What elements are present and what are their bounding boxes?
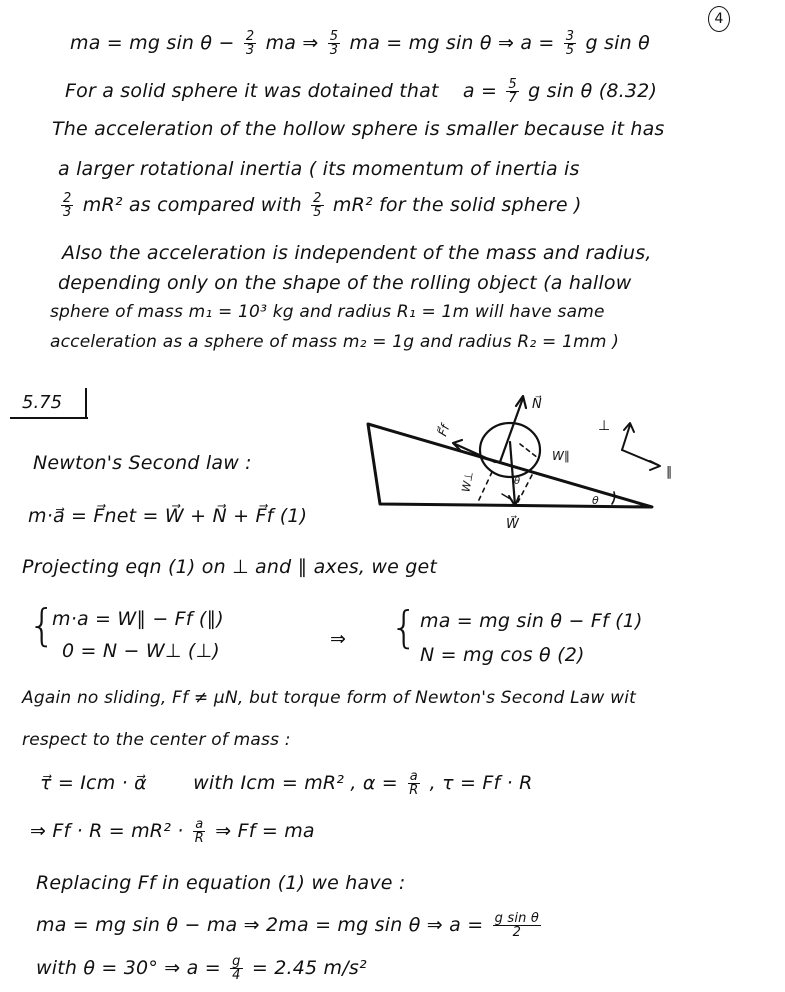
problem-number: 5.75 bbox=[22, 392, 63, 413]
frac-num: 2 bbox=[313, 191, 322, 206]
paragraph-line: respect to the center of mass : bbox=[22, 730, 291, 750]
eq-part: ma = mg sin θ − bbox=[70, 32, 235, 54]
label-W: W⃗ bbox=[506, 517, 519, 532]
implies-arrow: ⇒ bbox=[330, 628, 347, 650]
frac-den: 7 bbox=[508, 91, 517, 106]
divider bbox=[85, 388, 87, 418]
frac-num: g sin θ bbox=[494, 911, 540, 926]
fraction bbox=[61, 192, 73, 219]
label-theta-incline: θ bbox=[592, 494, 599, 507]
fraction bbox=[244, 30, 256, 57]
label-parallel-axis: ∥ bbox=[666, 465, 673, 480]
frac-den: 4 bbox=[232, 968, 241, 983]
fraction bbox=[230, 955, 242, 982]
frac-den: 3 bbox=[245, 43, 255, 58]
frac-den: 2 bbox=[512, 925, 522, 940]
eq-part: ma = mg sin θ − ma ⇒ 2ma = mg sin θ ⇒ a = bbox=[36, 914, 484, 936]
friction-equation bbox=[30, 818, 315, 845]
divider bbox=[10, 417, 88, 419]
label-theta-cone: θ bbox=[514, 476, 521, 487]
fraction bbox=[493, 912, 542, 939]
fraction bbox=[506, 78, 518, 105]
paragraph-line: Also the acceleration is independent of the mass and radius, bbox=[62, 242, 652, 264]
eq-part: = 2.45 m/s² bbox=[251, 957, 367, 979]
system-right-eq: N = mg cos θ (2) bbox=[420, 644, 585, 666]
frac-num: 2 bbox=[63, 191, 72, 206]
fraction bbox=[193, 818, 206, 845]
eq-part: g sin θ bbox=[585, 32, 650, 54]
frac-num: 5 bbox=[329, 29, 339, 44]
eq-part: with Icm = mR² , α = bbox=[193, 772, 398, 794]
left-brace: { bbox=[28, 600, 56, 651]
label-W-perp: W⊥ bbox=[459, 470, 476, 494]
paragraph-line: Again no sliding, Ff ≠ μN, but torque form of Newton's Second Law wit bbox=[22, 688, 637, 708]
text: mR² as compared with bbox=[82, 194, 302, 216]
eq-part: ma = mg sin θ ⇒ a = bbox=[349, 32, 555, 54]
equation-hollow-sphere bbox=[70, 30, 650, 57]
frac-num: a bbox=[195, 817, 204, 832]
system-right-eq: ma = mg sin θ − Ff (1) bbox=[420, 610, 643, 632]
paragraph-line: sphere of mass m₁ = 10³ kg and radius R₁ = 1m will have same bbox=[50, 302, 605, 322]
label-W-parallel: W∥ bbox=[552, 449, 570, 463]
label-Ff: F⃗f bbox=[435, 422, 453, 439]
text: mR² for the solid sphere ) bbox=[332, 194, 582, 216]
frac-num: 2 bbox=[245, 29, 255, 44]
frac-den: 3 bbox=[63, 205, 72, 220]
frac-den: 3 bbox=[329, 43, 339, 58]
paragraph-line bbox=[58, 192, 582, 219]
label-perp-axis: ⊥ bbox=[598, 418, 611, 434]
frac-den: R bbox=[194, 831, 204, 846]
frac-den: 5 bbox=[565, 43, 575, 58]
solid-sphere-line bbox=[65, 78, 657, 105]
eq-part: with θ = 30° ⇒ a = bbox=[36, 957, 221, 979]
system-left-eq: m·a = W∥ − Ff (∥) bbox=[52, 608, 224, 630]
incline-diagram bbox=[340, 380, 785, 540]
eq-part: τ⃗ = Icm · α⃗ bbox=[40, 772, 147, 794]
fraction bbox=[311, 192, 323, 219]
fraction bbox=[407, 770, 420, 797]
projecting-line: Projecting eqn (1) on ⊥ and ∥ axes, we get bbox=[22, 556, 438, 578]
fraction bbox=[328, 30, 340, 57]
frac-num: 5 bbox=[508, 77, 517, 92]
frac-den: R bbox=[409, 783, 419, 798]
eq-part: ma ⇒ bbox=[265, 32, 319, 54]
page-number: 4 bbox=[708, 6, 730, 32]
text: For a solid sphere it was dotained that bbox=[65, 80, 439, 102]
eq-part: , τ = Ff · R bbox=[429, 772, 533, 794]
frac-den: 5 bbox=[313, 205, 322, 220]
final-equation bbox=[36, 912, 544, 939]
equation-newton: m·a⃗ = F⃗net = W⃗ + N⃗ + F⃗f (1) bbox=[28, 505, 308, 527]
paragraph-line: acceleration as a sphere of mass m₂ = 1g and radius R₂ = 1mm ) bbox=[50, 332, 620, 352]
replacing-line: Replacing Ff in equation (1) we have : bbox=[36, 872, 406, 894]
frac-num: a bbox=[409, 769, 418, 784]
result-equation bbox=[36, 955, 367, 982]
right-brace: { bbox=[390, 602, 418, 653]
eq-part: ⇒ Ff · R = mR² · bbox=[30, 820, 184, 842]
paragraph-line: depending only on the shape of the rolling object (a hallow bbox=[58, 272, 632, 294]
torque-equation bbox=[40, 770, 533, 797]
system-left-eq: 0 = N − W⊥ (⊥) bbox=[62, 640, 220, 662]
eq-part: a = bbox=[462, 80, 498, 102]
frac-num: g bbox=[232, 954, 241, 969]
section-heading: Newton's Second law : bbox=[33, 452, 252, 474]
label-N: N⃗ bbox=[532, 397, 542, 412]
paragraph-line: a larger rotational inertia ( its momentum of inertia is bbox=[58, 158, 580, 180]
eq-part: ⇒ Ff = ma bbox=[215, 820, 315, 842]
eq-part: g sin θ (8.32) bbox=[528, 80, 658, 102]
paragraph-line: The acceleration of the hollow sphere is smaller because it has bbox=[52, 118, 665, 140]
frac-num: 3 bbox=[565, 29, 575, 44]
fraction bbox=[564, 30, 576, 57]
